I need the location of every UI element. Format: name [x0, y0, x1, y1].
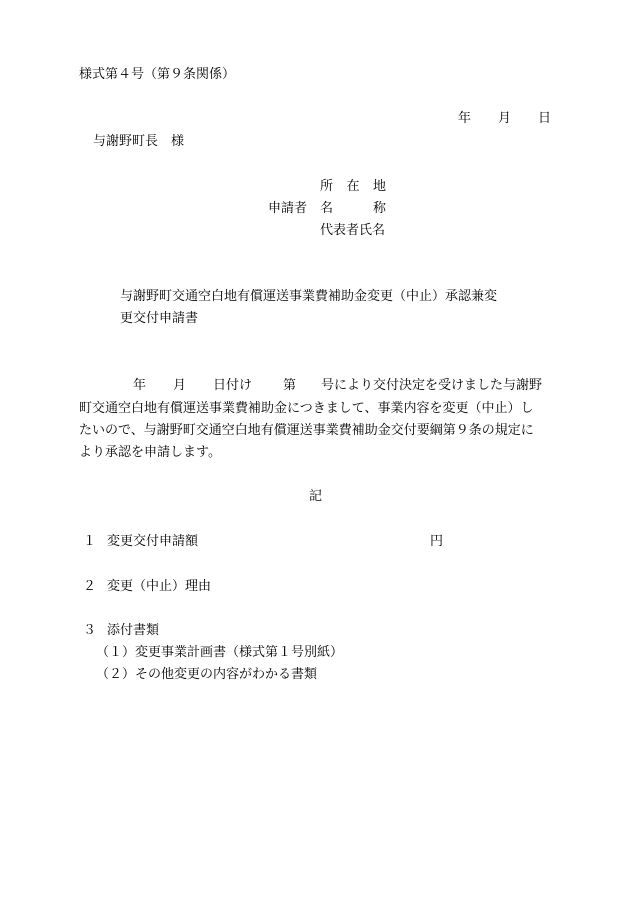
body-number-prefix: 第 — [283, 378, 297, 393]
form-number: 様式第４号（第９条関係） — [79, 67, 236, 82]
addressee: 与謝野町長 様 — [93, 134, 185, 149]
applicant-prefix: 申請者 — [268, 201, 308, 216]
body-line-3: たいので、与謝野町交通空白地有償運送事業費補助金交付要綱第９条の規定に — [79, 423, 534, 438]
subitem: （２）その他変更の内容がわかる書類 — [96, 667, 318, 682]
item-number: ３ — [83, 623, 97, 638]
item-unit: 円 — [430, 534, 444, 549]
date-month-label: 月 — [498, 111, 512, 126]
body-year: 年 — [133, 378, 147, 393]
item-number: ２ — [83, 579, 97, 594]
body-month: 月 — [173, 378, 187, 393]
title-line-2: 更交付申請書 — [120, 311, 199, 326]
item-label: 添付書類 — [107, 623, 160, 638]
date-year-label: 年 — [458, 111, 472, 126]
item-label: 変更交付申請額 — [107, 534, 199, 549]
ki-heading: 記 — [309, 489, 323, 504]
applicant-location-label: 所 在 地 — [320, 179, 386, 194]
body-line-4: より承認を申請します。 — [79, 445, 221, 460]
applicant-name-label: 名 称 — [320, 201, 386, 216]
item-number: １ — [83, 534, 97, 549]
body-line-2: 町交通空白地有償運送事業費補助金につきまして、事業内容を変更（中止）し — [79, 401, 534, 416]
body-day: 日付け — [213, 378, 253, 393]
date-day-label: 日 — [538, 111, 552, 126]
title-line-1: 与謝野町交通空白地有償運送事業費補助金変更（中止）承認兼変 — [120, 289, 498, 304]
item-label: 変更（中止）理由 — [107, 579, 212, 594]
applicant-representative-label: 代表者氏名 — [320, 223, 386, 238]
body-line-1: 号により交付決定を受けました与謝野 — [321, 378, 543, 393]
subitem: （１）変更事業計画書（様式第１号別紙） — [96, 645, 344, 660]
